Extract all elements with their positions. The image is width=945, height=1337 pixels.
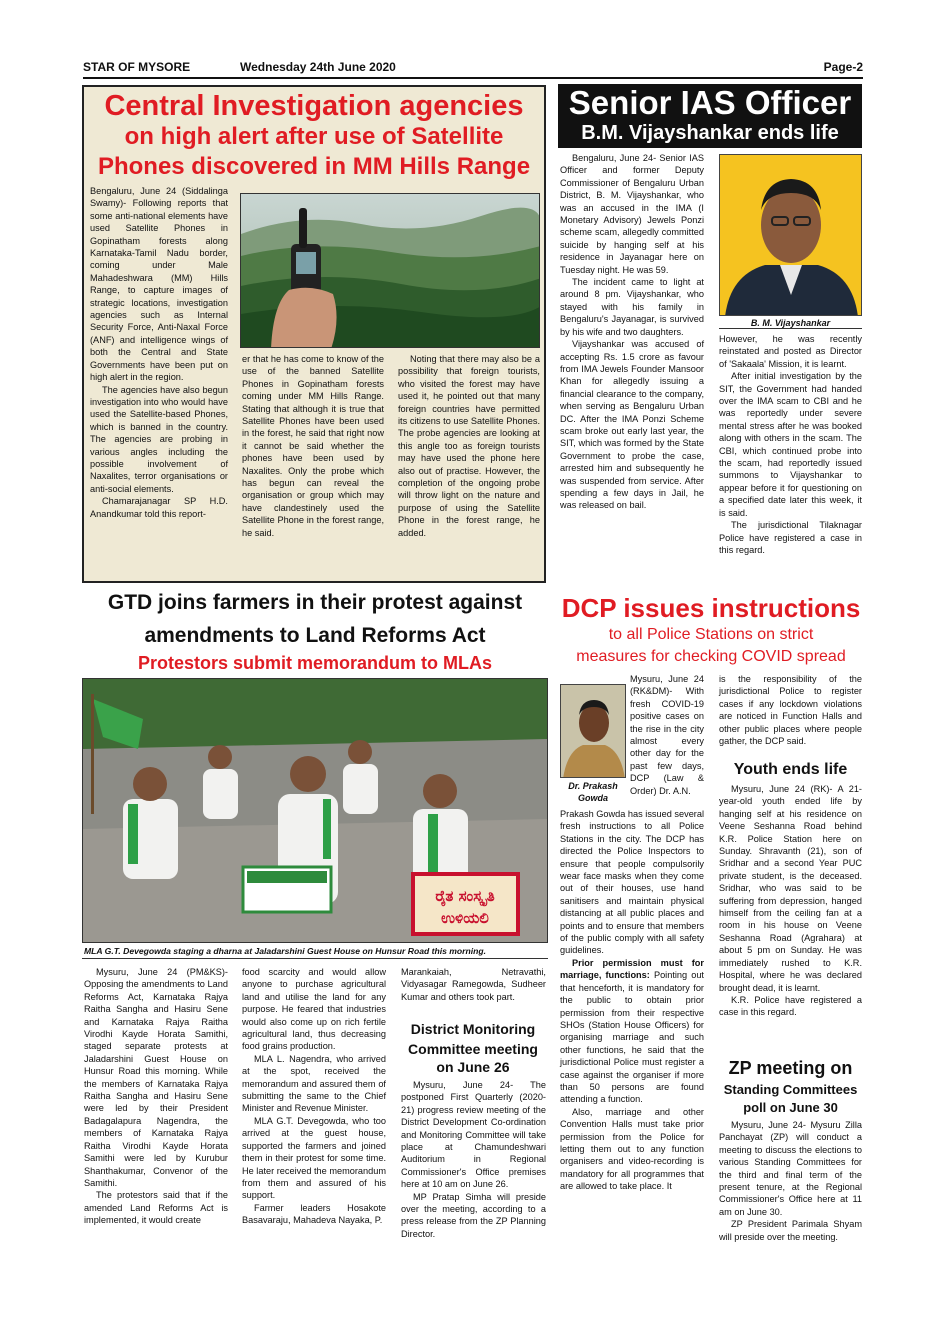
page-number: Page-2 bbox=[823, 60, 863, 74]
banner-text-line-1: ರೈತ ಸಂಸ್ಕೃತಿ bbox=[435, 887, 495, 905]
story3-column-3: Marankaiah, Netravathi, Vidyasagar Ramegowda, Sudheer Kumar and others took part. bbox=[401, 967, 546, 1002]
portrait-graphic bbox=[720, 155, 862, 316]
story3-column-2: food scarcity and would allow anyone to purchase agricultural land and utilise the land for any purpose. He feared that industries would also come up on rich fertile agricultural land, thus decreasing food grains production. MLA L. Nagendra, who arrived at the spot, received the memorandum and assured them of submitting the same to the Chief Minister and Revenue Minister. MLA G.T. Devegowda, who too arrived at the guest house, supported the farmers and joined them in their protest for some time. He later received the memorandum from them and assured of his support. Farmer leaders Hosakote Basavaraju, Mahadeva Nayaka, P. bbox=[242, 967, 387, 1226]
dcp-caption bbox=[560, 780, 626, 804]
dmc-headline-3: on June 26 bbox=[436, 1059, 510, 1075]
headline-2: on high alert after use of Satellite bbox=[124, 123, 504, 150]
vijayshankar-portrait bbox=[719, 154, 862, 316]
story7-body: Mysuru, June 24- Mysuru Zilla Panchayat (ZP) will conduct a meeting to discuss the elections to various Standing Committees for the third and final term of the present tenure, at the Regional Commissioner's Office here at 11 am on June 30. ZP President Parimala Shyam will preside over the meeting. bbox=[719, 1120, 862, 1242]
story6-body: Mysuru, June 24 (RK)- A 21-year-old youth ended life by hanging self at his residence on Veene Seshanna Road behind K.R. Police Station here on Sunday. Shravanth (21), son of Sridhar and a second Year PUC private student, is the deceased. Sridhar, who was said to be suffering from depression, hanged himself from the ceiling fan at a room in his house on Veene Seshanna Road (Agrahara) at about 5 pm on Sunday. He was immediately rushed to K.R. Hospital, where he was declared brought dead, it is learnt. K.R. Police have registered a case in this regard. bbox=[719, 784, 862, 1018]
issue-date: Wednesday 24th June 2020 bbox=[240, 60, 396, 74]
masthead bbox=[83, 60, 863, 76]
farmers-protest-photo bbox=[82, 678, 548, 943]
gtd-headline-1: GTD joins farmers in their protest against bbox=[107, 591, 523, 614]
story3-column-1: Mysuru, June 24 (PM&KS)- Opposing the amendments to Land Reforms Act, Karnataka Rajya Raitha Sangha and Hasiru Sene and Karnataka Rajya Raitha Virodhi Kayde Horata Samithi, staged separate protests at Jaladarshini Guest House on Hunsur Road this morning. While the members of Karnataka Rajya Raitha Sangha and Hasiru Sene were led by their President Badagalapura Nagendra, the members of Karnataka Rajya Raitha Virodhi Kayde Horata Samithi were led by Kurubur Shanthakumar, Convenor of the Samithi. The protestors said that if the amended Land Reforms Act is implemented, it would create bbox=[84, 967, 228, 1226]
masthead-rule bbox=[83, 77, 863, 79]
zp-headline-3: poll on June 30 bbox=[743, 1100, 838, 1115]
ias-officer-headline-band bbox=[558, 84, 862, 148]
dmc-headline-2: Committee meeting bbox=[408, 1041, 538, 1057]
caption-rule bbox=[82, 958, 548, 959]
story5-subhead: Prior permission must for marriage, functions: bbox=[560, 957, 704, 981]
dcp-caption-line-1: Dr. Prakash bbox=[568, 781, 618, 791]
headline-1: Senior IAS Officer bbox=[568, 84, 852, 121]
dcp-headline-2: to all Police Stations on strict bbox=[608, 626, 814, 643]
story2-column-2: However, he was recently reinstated and posted as Director of 'Sakaala' Mission, it is learnt. After initial investigation by the SIT, the Government had handed over the IMA scam to CBI and he was reportedly under severe mental stress after he was booked along with others in the scam. The CBI, which continued probe into the scam, had reportedly issued summons to Vijayshankar to appear before it for questioning on a specified date later this week, it is said. The jurisdictional Tilaknagar Police have registered a case in this regard. bbox=[719, 334, 862, 555]
paper-name: STAR OF MYSORE bbox=[83, 60, 191, 74]
story5-intro: Mysuru, June 24 (RK&DM)- With fresh COVID-19 positive cases on the rise in the city almost every other day for the past few days, DCP (Law & Order) Dr. A.N. bbox=[630, 674, 704, 796]
forest-satellite-phone-photo bbox=[240, 193, 540, 348]
dmc-headline-1: District Monitoring bbox=[410, 1021, 536, 1037]
headline-2: B.M. Vijayshankar ends life bbox=[581, 122, 839, 144]
dcp-portrait bbox=[560, 684, 626, 778]
story1-column-1: Bengaluru, June 24 (Siddalinga Swamy)- Following reports that some anti-national elements have used Satellite Phones in Gopinatham forests along Karnataka-Tamil Nadu border, coming under Male Mahadeshwara (MM) Hills Range, to capture images of strategic locations, investigation agencies such as Internal Security Force, Anti-Naxal Force (ANF) and intelligence wings of both the Central and State Governments have been put on high alert in the region. The agencies have also begun investigation into who would have used the Satellite-based Phones, which is banned in the country. The agencies are probing in various angles including the possible involvement of Naxalites, terror organisations or anti-social elements. Chamarajanagar SP H.D. Anandkumar told this report- bbox=[90, 186, 228, 519]
headline-1: Central Investigation agencies bbox=[104, 90, 524, 122]
story2-column-1: Bengaluru, June 24- Senior IAS Officer and former Deputy Commissioner of Bengaluru Urban District, B. M. Vijayshankar, who was an accused in the IMA (I Monetary Advisory) Jewels Ponzi scheme scam, allegedly committed suicide by hanging self at his residence in Jayanagar here on Tuesday night. He was 59. The incident came to light at around 8 pm. Vijayshankar, who stayed with his family in Bengaluru's Jayanagar, is survived by his wife and two daughters. Vijayshankar was accused of accepting Rs. 1.5 crore as favour from IMA Jewels Founder Mansoor Khan for allegedly issuing a financial clearance to the company, when serving as Bengaluru Urban DC. After the IMA Ponzi Scheme scam broke out early last year, the SIT, which was formed by the State Government to probe the case, arrested him and subsequently he was suspended from service. After spending a few days in Jail, he was released on bail. bbox=[560, 153, 704, 511]
banner-text-line-2: ಉಳಿಯಲಿ bbox=[441, 909, 489, 927]
dcp-headline-1: DCP issues instructions bbox=[561, 593, 861, 623]
dcp-caption-line-2: Gowda bbox=[577, 793, 608, 803]
forest-photo-graphic bbox=[241, 194, 540, 348]
dcp-headline-3: measures for checking COVID spread bbox=[576, 648, 846, 665]
dcp-portrait-graphic bbox=[561, 685, 626, 778]
zp-headline-1: ZP meeting on bbox=[728, 1058, 853, 1078]
satellite-phone-story bbox=[82, 85, 546, 583]
headline-3: Phones discovered in MM Hills Range bbox=[97, 153, 531, 180]
youth-headline: Youth ends life bbox=[733, 761, 848, 778]
gtd-headline-3: Protestors submit memorandum to MLAs bbox=[137, 653, 493, 673]
story5-column-2: is the responsibility of the jurisdictional Police to register cases if any lockdown violations are noticed in Function Halls and other public places where people gather, the DCP said. bbox=[719, 674, 862, 747]
portrait-caption: B. M. Vijayshankar bbox=[719, 318, 862, 329]
gtd-headline-2: amendments to Land Reforms Act bbox=[144, 624, 486, 647]
protest-photo-caption: MLA G.T. Devegowda staging a dharna at Jaladarshini Guest House on Hunsur Road this morning. bbox=[84, 946, 487, 956]
story1-column-2: er that he has come to know of the use of the banned Satellite Phones in Gopinatham forests coming under MM Hills Range. Stating that although it is true that Satellite Phones have been used in the forest, he said that right now it cannot be said whether the phones have been used by Naxalites. Only the probe which has begun can reveal the organisation or group which may have clandestinely used the Satellite Phone in the forest range, he said. bbox=[242, 354, 384, 538]
story1-column-3: Noting that there may also be a possibility that foreign tourists, who visited the forest may have used it, he pointed out that many foreign countries have permitted its citizens to use Satellite Phones. The probe agencies are looking at this angle too as foreign tourists may have used the phone here also out of practise. However, the completion of the ongoing probe will throw light on the nature and purpose of using the Satellite Phone in the forest range, he added. bbox=[398, 354, 540, 538]
protest-photo-graphic bbox=[83, 679, 548, 943]
story4-body: Mysuru, June 24- The postponed First Quarterly (2020-21) progress review meeting of the District Development Co-ordination and Monitoring Committee will take place at Chamundeshwari Auditorium in Regional Commissioner's Office premises here at 10 am on June 26. MP Pratap Simha will preside over the meeting, according to a press release from the ZP Planning Director. bbox=[401, 1080, 546, 1239]
zp-headline-2: Standing Committees bbox=[723, 1082, 858, 1097]
story5-column-1: Prakash Gowda has issued several fresh instructions to all Police Stations in the city. The DCP has directed the Police Inspectors to ensure that people compulsorily wear face masks when they come out of their houses, use hand sanitisers and maintain physical distancing at all public places and points and to ensure that members of the public comply with all safety guidelines. Prior permission must for marriage, functions: Pointing out that henceforth, it is mandatory for the public to obtain prior permission from their respective SHOs (Station House Officers) for organising marriage and such other functions, he said that the jurisdictional Police must register a case against the organiser if more than 50 persons are found attending a function. Also, marriage and other Convention Halls must take prior permission from the Police for letting them out to any function organisers and video-recording is mandatory for all programmes that are allowed to take place. It bbox=[560, 809, 705, 1192]
